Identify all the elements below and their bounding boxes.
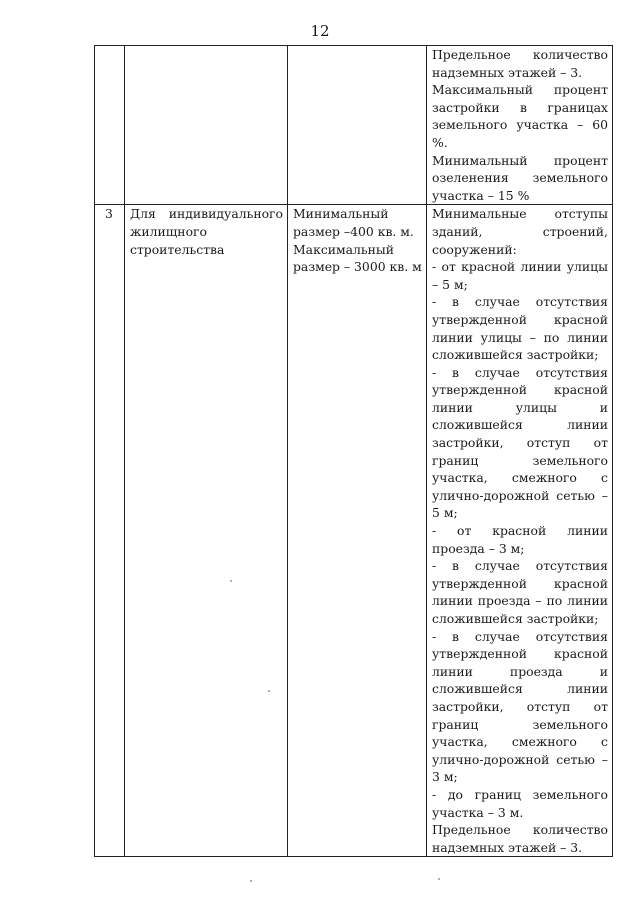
text-line: линии проезда – по линии <box>432 593 608 609</box>
text-line: - в случае отсутствия <box>432 558 608 574</box>
text-line: Минимальный <box>293 206 389 222</box>
text-line: строительства <box>130 241 225 257</box>
cell-land-use <box>125 46 288 205</box>
cell-plot-size <box>288 205 427 857</box>
text-line: - в случае отсутствия <box>432 364 608 380</box>
text-line: 3 м; <box>432 769 458 785</box>
text-line: %. <box>432 134 448 150</box>
text-line: размер – 3000 кв. м <box>293 259 422 275</box>
text-line: - до границ земельного <box>432 786 608 802</box>
scan-speck <box>268 690 270 692</box>
text-line: размер –400 кв. м. <box>293 223 414 239</box>
text-line: Предельное количество <box>432 822 608 838</box>
text-line: сложившейся линии <box>432 681 608 697</box>
text-line: застройки, отступ от <box>432 698 608 714</box>
text-line: Для индивидуального <box>130 206 283 222</box>
text-line: утвержденной красной <box>432 575 608 591</box>
table-row <box>95 205 613 857</box>
text-line: утвержденной красной <box>432 646 608 662</box>
text-line: Максимальный процент <box>432 82 608 98</box>
text-line: зданий, строений, <box>432 223 608 239</box>
land-use-table <box>94 45 613 857</box>
cell-parameters <box>427 46 613 205</box>
text-line: надземных этажей – 3. <box>432 64 583 80</box>
text-line: сооружений: <box>432 241 517 257</box>
text-line: границ земельного <box>432 716 608 732</box>
text-line: - в случае отсутствия <box>432 294 608 310</box>
text-line: границ земельного <box>432 452 608 468</box>
text-line: утвержденной красной <box>432 382 608 398</box>
text-line: сложившейся застройки; <box>432 611 599 626</box>
text-line: – 5 м; <box>432 276 468 292</box>
cell-number <box>95 205 125 857</box>
text-line: линии улицы и <box>432 399 608 415</box>
cell-plot-size <box>288 46 427 205</box>
cell-number <box>95 46 125 205</box>
cell-land-use <box>125 205 288 857</box>
table-row <box>95 46 613 205</box>
text-line: озеленения земельного <box>432 170 608 186</box>
text-line: Предельное количество <box>432 47 608 62</box>
text-line: линии улицы – по линии <box>432 329 608 345</box>
text-line: сложившейся линии <box>432 417 608 433</box>
text-line: земельного участка – 60 <box>432 117 608 133</box>
text-line: линии проезда и <box>432 663 608 679</box>
text-line: сложившейся застройки; <box>432 347 599 363</box>
row-number: 3 <box>105 206 113 222</box>
text-line: жилищного <box>130 223 207 239</box>
text-line: Минимальный процент <box>432 152 608 168</box>
scan-speck <box>250 880 252 882</box>
text-line: участка, смежного с <box>432 470 608 486</box>
text-line: утвержденной красной <box>432 311 608 327</box>
text-line: надземных этажей – 3. <box>432 839 583 855</box>
text-line: - в случае отсутствия <box>432 628 608 644</box>
text-line: застройки, отступ от <box>432 435 608 451</box>
text-line: Максимальный <box>293 241 395 257</box>
table-body <box>95 46 613 857</box>
text-line: улично-дорожной сетью – <box>432 487 608 503</box>
text-line: участка – 15 % <box>432 187 530 203</box>
text-line: Минимальные отступы <box>432 206 608 222</box>
text-line: участка – 3 м. <box>432 804 524 820</box>
text-line: застройки в границах <box>432 99 608 115</box>
text-line: 5 м; <box>432 505 458 521</box>
cell-parameters <box>427 205 613 857</box>
text-line: - от красной линии улицы <box>432 259 608 275</box>
scan-speck <box>230 580 232 582</box>
text-line: участка, смежного с <box>432 734 608 750</box>
text-line: улично-дорожной сетью – <box>432 751 608 767</box>
text-line: проезда – 3 м; <box>432 540 525 556</box>
page-number: 12 <box>310 22 330 40</box>
text-line: - от красной линии <box>432 523 608 539</box>
scan-speck <box>438 878 440 880</box>
